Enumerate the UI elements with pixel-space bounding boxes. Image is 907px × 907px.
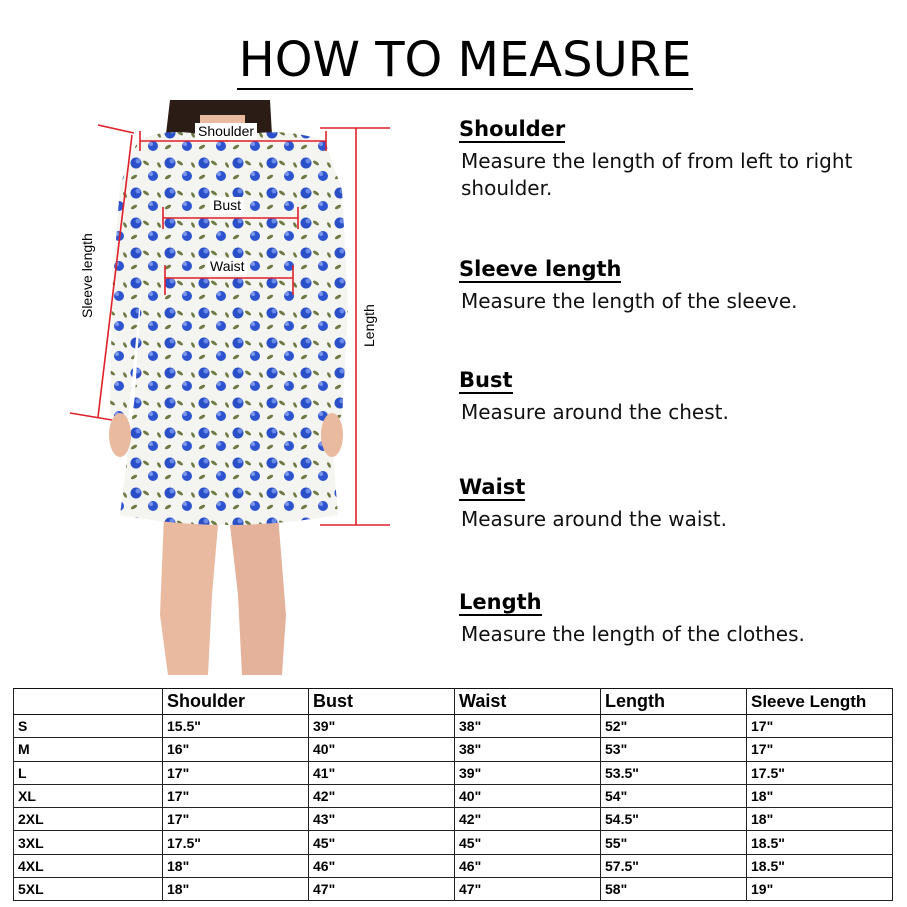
table-cell: 39" bbox=[309, 715, 455, 738]
length-label: Length bbox=[361, 304, 377, 347]
left-hand bbox=[109, 413, 131, 457]
bust-label: Bust bbox=[210, 197, 244, 214]
definition-waist bbox=[459, 475, 899, 533]
table-cell: 38" bbox=[455, 715, 601, 738]
table-cell: 17" bbox=[163, 784, 309, 807]
legs-right bbox=[230, 515, 286, 675]
table-row bbox=[14, 761, 893, 784]
size-label-cell: M bbox=[14, 738, 163, 761]
page-title-text: HOW TO MEASURE bbox=[238, 32, 692, 88]
table-header-cell: Bust bbox=[309, 689, 455, 715]
table-header-cell bbox=[14, 689, 163, 715]
size-label-cell: 2XL bbox=[14, 808, 163, 831]
table-cell: 19" bbox=[747, 878, 893, 901]
table-cell: 46" bbox=[455, 854, 601, 877]
legs-left bbox=[160, 515, 218, 675]
table-row bbox=[14, 878, 893, 901]
definition-length bbox=[459, 590, 899, 648]
table-cell: 18.5" bbox=[747, 831, 893, 854]
table-cell: 17" bbox=[747, 738, 893, 761]
definition-desc: Measure the length of the sleeve. bbox=[461, 289, 798, 313]
table-row bbox=[14, 831, 893, 854]
sleeve-length-label: Sleeve length bbox=[79, 233, 95, 318]
table-header-cell: Length bbox=[601, 689, 747, 715]
table-row bbox=[14, 784, 893, 807]
size-label-cell: L bbox=[14, 761, 163, 784]
table-header-cell: Sleeve Length bbox=[747, 689, 893, 715]
table-cell: 18" bbox=[163, 854, 309, 877]
table-cell: 52" bbox=[601, 715, 747, 738]
definition-term: Bust bbox=[459, 368, 513, 392]
size-label-cell: 3XL bbox=[14, 831, 163, 854]
table-cell: 17" bbox=[747, 715, 893, 738]
table-body bbox=[14, 715, 893, 901]
table-cell: 18" bbox=[747, 784, 893, 807]
definition-desc: Measure the length of from left to right shoulder. bbox=[461, 149, 853, 200]
definition-desc: Measure around the waist. bbox=[461, 507, 728, 531]
table-cell: 43" bbox=[309, 808, 455, 831]
size-label-cell: 5XL bbox=[14, 878, 163, 901]
definition-desc: Measure around the chest. bbox=[461, 400, 729, 424]
table-cell: 57.5" bbox=[601, 854, 747, 877]
table-cell: 53.5" bbox=[601, 761, 747, 784]
definition-term: Waist bbox=[459, 475, 526, 499]
table-cell: 42" bbox=[309, 784, 455, 807]
right-hand bbox=[321, 413, 343, 457]
definition-shoulder bbox=[459, 117, 899, 202]
definition-sleeve-length bbox=[459, 257, 899, 315]
page-title bbox=[0, 30, 907, 90]
table-cell: 38" bbox=[455, 738, 601, 761]
shoulder-label: Shoulder bbox=[195, 123, 257, 140]
table-cell: 54" bbox=[601, 784, 747, 807]
table-cell: 54.5" bbox=[601, 808, 747, 831]
table-cell: 45" bbox=[455, 831, 601, 854]
table-cell: 47" bbox=[309, 878, 455, 901]
size-label-cell: S bbox=[14, 715, 163, 738]
table-cell: 42" bbox=[455, 808, 601, 831]
table-header-cell: Shoulder bbox=[163, 689, 309, 715]
dress-body bbox=[120, 132, 338, 525]
definition-bust bbox=[459, 368, 899, 426]
table-cell: 18.5" bbox=[747, 854, 893, 877]
table-cell: 18" bbox=[163, 878, 309, 901]
definition-term: Shoulder bbox=[459, 117, 566, 141]
table-cell: 15.5" bbox=[163, 715, 309, 738]
definition-term: Sleeve length bbox=[459, 257, 622, 281]
table-cell: 58" bbox=[601, 878, 747, 901]
measurement-figure bbox=[60, 95, 405, 675]
model-illustration bbox=[60, 95, 405, 675]
table-row bbox=[14, 808, 893, 831]
table-row bbox=[14, 738, 893, 761]
table-cell: 41" bbox=[309, 761, 455, 784]
table-cell: 16" bbox=[163, 738, 309, 761]
table-cell: 55" bbox=[601, 831, 747, 854]
table-cell: 39" bbox=[455, 761, 601, 784]
table-cell: 17" bbox=[163, 761, 309, 784]
table-cell: 45" bbox=[309, 831, 455, 854]
table-cell: 46" bbox=[309, 854, 455, 877]
table-cell: 40" bbox=[309, 738, 455, 761]
definition-desc: Measure the length of the clothes. bbox=[461, 622, 805, 646]
table-row bbox=[14, 854, 893, 877]
table-header-cell: Waist bbox=[455, 689, 601, 715]
table-cell: 40" bbox=[455, 784, 601, 807]
table-cell: 18" bbox=[747, 808, 893, 831]
definition-term: Length bbox=[459, 590, 542, 614]
size-label-cell: XL bbox=[14, 784, 163, 807]
table-cell: 53" bbox=[601, 738, 747, 761]
table-header-row bbox=[14, 689, 893, 715]
waist-label: Waist bbox=[207, 258, 247, 275]
table-cell: 17.5" bbox=[163, 831, 309, 854]
table-cell: 47" bbox=[455, 878, 601, 901]
table-cell: 17.5" bbox=[747, 761, 893, 784]
table-row bbox=[14, 715, 893, 738]
size-label-cell: 4XL bbox=[14, 854, 163, 877]
size-chart-table bbox=[13, 688, 893, 901]
table-cell: 17" bbox=[163, 808, 309, 831]
